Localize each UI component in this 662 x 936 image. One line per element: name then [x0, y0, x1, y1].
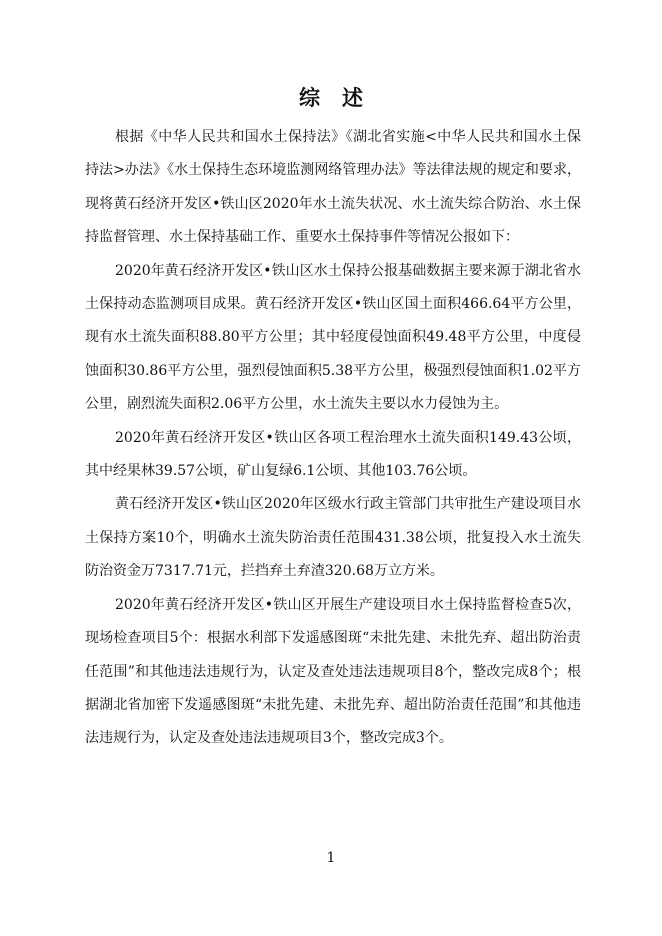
title-char: 综: [299, 86, 320, 110]
title-char: 述: [342, 86, 363, 110]
paragraph: 2020年黄石经济开发区•铁山区开展生产建设项目水土保持监督检查5次，现场检查项目5个：根据水利部下发遥感图斑“未批先建、未批先弃、超出防治责任范围”和其他违法违规行为，认定及查处违法违规项目8个，整改完成8个；根据湖北省加密下发遥感图斑“未批先建、未批先弃、超出防治责任范围”和其他违法违规行为，认定及查处违法违规项目3个，整改完成3个。: [85, 596, 581, 747]
document-body: [85, 121, 581, 756]
paragraph: 根据《中华人民共和国水土保持法》《湖北省实施<中华人民共和国水土保持法>办法》《水土保持生态环境监测网络管理办法》等法律法规的规定和要求，现将黄石经济开发区•铁山区2020年水土流失状况、水土流失综合防治、水土保持监督管理、水土保持基础工作、重要水土保持事件等情况公报如下：: [85, 129, 581, 246]
paragraph: 2020年黄石经济开发区•铁山区各项工程治理水土流失面积149.43公顷，其中经果林39.57公顷，矿山复绿6.1公顷、其他103.76公顷。: [85, 429, 581, 480]
paragraph: 2020年黄石经济开发区•铁山区水土保持公报基础数据主要来源于湖北省水土保持动态监测项目成果。黄石经济开发区•铁山区国土面积466.64平方公里，现有水土流失面积88.80平方公里；其中轻度侵蚀面积49.48平方公里，中度侵蚀面积30.86平方公里，强烈侵蚀面积5.38平方公里，极强烈侵蚀面积1.02平方公里，剧烈流失面积2.06平方公里，水土流失主要以水力侵蚀为主。: [85, 262, 581, 413]
page-title: [0, 82, 662, 112]
page-number: 1: [326, 850, 336, 866]
paragraph: 黄石经济开发区•铁山区2020年区级水行政主管部门共审批生产建设项目水土保持方案10个，明确水土流失防治责任范围431.38公顷，批复投入水土流失防治资金万7317.71元，拦挡弃土弃渣320.68万立方米。: [85, 496, 581, 580]
